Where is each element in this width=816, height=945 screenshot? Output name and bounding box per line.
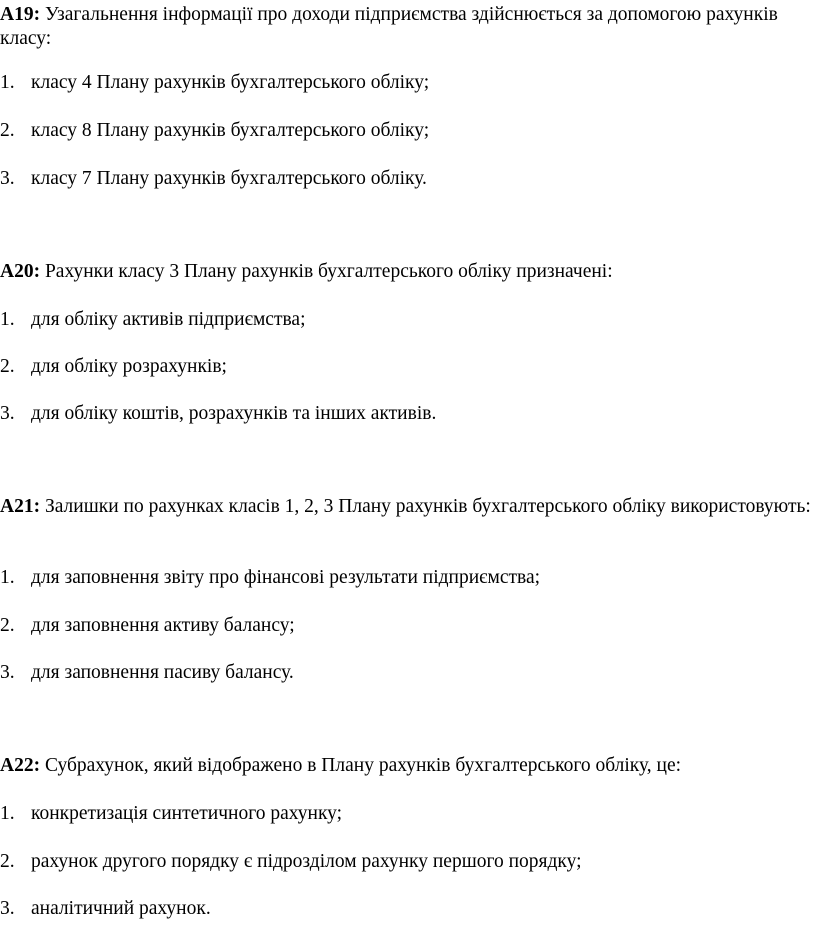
option-text: класу 8 Плану рахунків бухгалтерського обліку;: [31, 120, 430, 141]
question-label: A20:: [0, 261, 41, 282]
option-number: 2.: [0, 120, 15, 141]
option-text: для обліку коштів, розрахунків та інших активів.: [31, 403, 437, 424]
option-number: 3.: [0, 168, 15, 189]
option-text: для заповнення активу балансу;: [31, 615, 295, 636]
question-label: A22:: [0, 755, 41, 776]
question-body: Субрахунок, який відображено в Плану рахунків бухгалтерського обліку, це:: [44, 755, 682, 776]
question-text: [0, 3, 812, 51]
question-text: [0, 754, 812, 778]
option-item: [0, 355, 227, 379]
question-body: Рахунки класу 3 Плану рахунків бухгалтерського обліку призначені:: [44, 261, 613, 282]
option-item: [0, 850, 582, 874]
question-text: [0, 495, 812, 519]
option-text: класу 4 Плану рахунків бухгалтерського обліку;: [31, 72, 430, 93]
option-item: [0, 308, 306, 332]
option-text: конкретизація синтетичного рахунку;: [31, 803, 343, 824]
question-a20: [0, 260, 812, 284]
option-text: для заповнення звіту про фінансові результати підприємства;: [31, 567, 541, 588]
option-number: 2.: [0, 615, 15, 636]
option-number: 2.: [0, 851, 15, 872]
option-number: 1.: [0, 72, 15, 93]
option-number: 3.: [0, 403, 15, 424]
question-body: Узагальнення інформації про доходи підприємства здійснюється за допомогою рахунків класу:: [0, 4, 778, 49]
option-item: [0, 566, 540, 590]
option-item: [0, 402, 436, 426]
option-item: [0, 119, 429, 143]
question-body: Залишки по рахунках класів 1, 2, 3 Плану рахунків бухгалтерського обліку використовують:: [44, 496, 811, 517]
option-text: класу 7 Плану рахунків бухгалтерського обліку.: [31, 168, 427, 189]
option-text: аналітичний рахунок.: [31, 898, 211, 919]
option-number: 3.: [0, 898, 15, 919]
option-item: [0, 802, 342, 826]
question-a21: [0, 495, 812, 519]
question-label: A19:: [0, 4, 41, 25]
option-text: для обліку активів підприємства;: [31, 309, 306, 330]
option-item: [0, 661, 294, 685]
option-number: 1.: [0, 567, 15, 588]
option-number: 3.: [0, 662, 15, 683]
option-item: [0, 897, 211, 921]
option-text: для заповнення пасиву балансу.: [31, 662, 294, 683]
option-item: [0, 614, 295, 638]
option-item: [0, 71, 429, 95]
question-a22: [0, 754, 812, 778]
option-item: [0, 167, 427, 191]
question-a19: [0, 3, 812, 51]
question-label: A21:: [0, 496, 41, 517]
question-text: [0, 260, 812, 284]
option-text: для обліку розрахунків;: [31, 356, 227, 377]
option-number: 1.: [0, 309, 15, 330]
option-number: 1.: [0, 803, 15, 824]
option-text: рахунок другого порядку є підрозділом рахунку першого порядку;: [31, 851, 582, 872]
option-number: 2.: [0, 356, 15, 377]
